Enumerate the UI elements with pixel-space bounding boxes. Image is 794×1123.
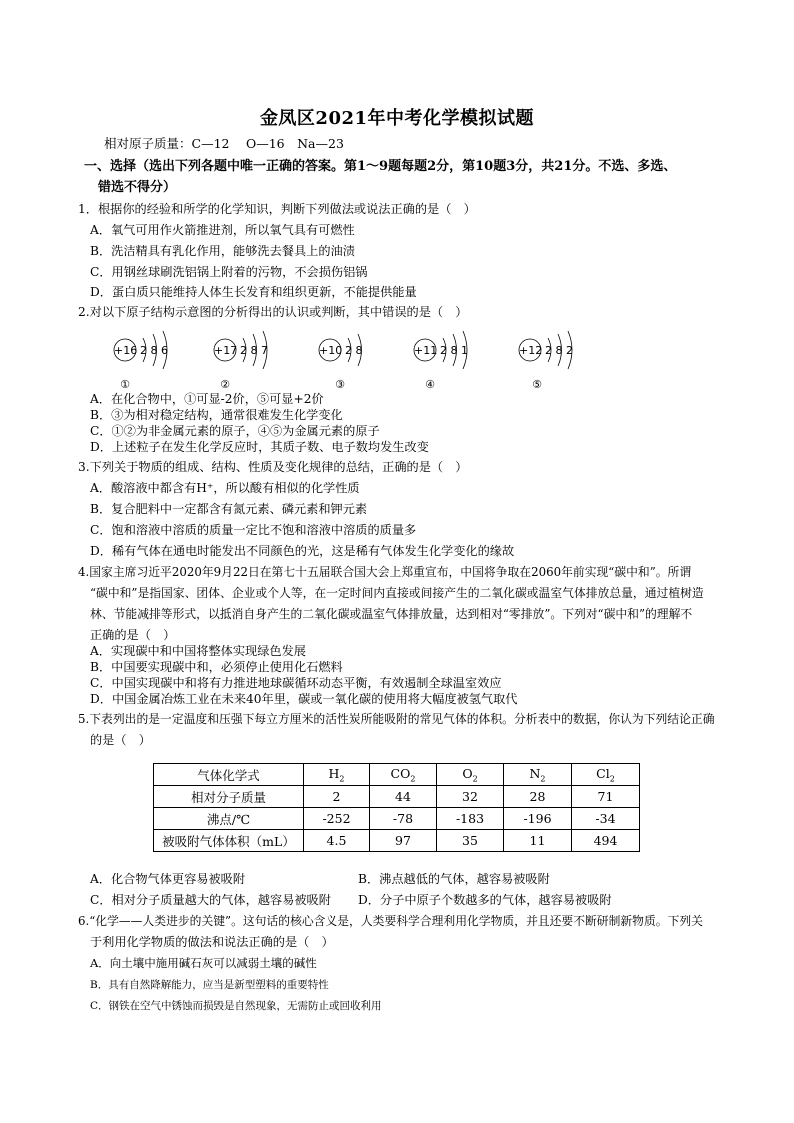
q5-option-d: D．分子中原子个数越多的气体，越容易被吸附 [358, 893, 612, 907]
q1-stem: 1．根据你的经验和所学的化学知识，判断下列做法或说法正确的是（ ） [78, 202, 476, 216]
table-cell: 28 [504, 786, 572, 808]
section-heading [84, 156, 724, 198]
atom-1-label: ① [120, 378, 130, 391]
q4-stem-line3: 林、节能减排等形式，以抵消自身产生的二氧化碳或温室气体排放量，达到相对“零排放”。下列对“碳中和”的理解不 [90, 607, 693, 621]
table-header-row [154, 764, 640, 786]
section-heading-line2: 错选不得分） [98, 180, 177, 195]
q3-option-b: B．复合肥料中一定都含有氮元素、磷元素和钾元素 [90, 502, 368, 516]
q6-stem-line1: 6.“化学——人类进步的关键”。这句话的核心含义是，人类要科学合理利用化学物质，并且还要不断研制新物质。下列关 [78, 914, 703, 928]
table-cell: 4.5 [304, 830, 370, 852]
q3-option-c: C．饱和溶液中溶质的质量一定比不饱和溶液中溶质的质量多 [90, 523, 417, 537]
table-cell: 71 [572, 786, 640, 808]
table-cell: 494 [572, 830, 640, 852]
atom-2-core: +17 [214, 344, 238, 357]
atom-5-label: ⑤ [532, 378, 542, 391]
table-header-cell: 气体化学式 [154, 764, 304, 786]
table-header-cell: $O_2$ [437, 764, 504, 786]
q4-stem-line4: 正确的是（ ） [90, 628, 176, 642]
table-cell: -252 [304, 808, 370, 830]
table-cell: -183 [437, 808, 504, 830]
q4-stem-line1: 4.国家主席习近平2020年9月22日在第七十五届联合国大会上郑重宣布，中国将争取在2060年前实现“碳中和”。所谓 [78, 565, 692, 579]
atomic-structure-diagrams [100, 316, 600, 396]
table-header-cell: $CO_2$ [370, 764, 437, 786]
q2-option-c: C．①②为非金属元素的原子，④⑤为金属元素的原子 [90, 424, 380, 438]
q1-option-c: C．用钢丝球刷洗铝锅上附着的污物，不会损伤铝锅 [90, 265, 368, 279]
q5-stem-line2: 的是（ ） [90, 733, 151, 747]
q5-option-b: B．沸点越低的气体，越容易被吸附 [358, 872, 550, 886]
q4-option-b: B．中国要实现碳中和，必须停止使用化石燃料 [90, 660, 343, 674]
atom-5-core: +12 [519, 344, 543, 357]
atom-2-label: ② [220, 378, 230, 391]
q3-option-a: A．酸溶液中都含有H⁺，所以酸有相似的化学性质 [90, 481, 360, 495]
table-cell: -196 [504, 808, 572, 830]
table-row [154, 786, 640, 808]
atomic-mass-line: 相对原子质量：C—12 O—16 Na—23 [104, 136, 344, 151]
table-cell: 2 [304, 786, 370, 808]
atom-4-label: ④ [425, 378, 435, 391]
table-header-cell: $H_2$ [304, 764, 370, 786]
table-cell: 相对分子质量 [154, 786, 304, 808]
q5-option-c: C．相对分子质量越大的气体，越容易被吸附 [90, 893, 331, 907]
table-row [154, 808, 640, 830]
q6-option-c: C．钢铁在空气中锈蚀而损毁是自然现象，无需防止或回收利用 [90, 1000, 382, 1012]
q1-option-a: A．氧气可用作火箭推进剂，所以氧气具有可燃性 [90, 223, 355, 237]
table-cell: -34 [572, 808, 640, 830]
atom-1-core: +16 [114, 344, 138, 357]
q3-option-d: D．稀有气体在通电时能发出不同颜色的光，这是稀有气体发生化学变化的缘故 [90, 544, 515, 558]
q3-stem: 3.下列关于物质的组成、结构、性质及变化规律的总结，正确的是（ ） [78, 460, 468, 474]
table-cell: -78 [370, 808, 437, 830]
q2-option-a: A．在化合物中，①可显-2价，⑤可显+2价 [90, 392, 324, 406]
gas-adsorption-table [153, 763, 640, 852]
table-cell: 97 [370, 830, 437, 852]
q5-option-a: A．化合物气体更容易被吸附 [90, 872, 246, 886]
atom-4-core: +11 [414, 344, 438, 357]
atom-3-shells: 2 8 [345, 344, 363, 357]
q6-option-b: B．具有自然降解能力，应当是新型塑料的重要特性 [90, 979, 329, 991]
atom-5-shells: 2 8 2 [545, 344, 573, 357]
table-header-cell: $N_2$ [504, 764, 572, 786]
q2-stem: 2.对以下原子结构示意图的分析得出的认识或判断，其中错误的是（ ） [78, 305, 468, 319]
table-cell: 32 [437, 786, 504, 808]
section-heading-line1: 一、选择（选出下列各题中唯一正确的答案。第1～9题每题2分，第10题3分，共21分。不选、多选、 [84, 159, 677, 174]
q1-option-d: D．蛋白质只能维持人体生长发育和组织更新，不能提供能量 [90, 285, 417, 299]
q2-option-b: B．③为相对稳定结构，通常很难发生化学变化 [90, 408, 343, 422]
table-row [154, 830, 640, 852]
q4-option-d: D．中国金属冶炼工业在未来40年里，碳或一氧化碳的使用将大幅度被氢气取代 [90, 692, 518, 706]
table-cell: 被吸附气体体积（mL） [154, 830, 304, 852]
q4-option-c: C．中国实现碳中和将有力推进地球碳循环动态平衡，有效遏制全球温室效应 [90, 676, 502, 690]
exam-title: 金凤区2021年中考化学模拟试题 [259, 108, 535, 129]
table-cell: 35 [437, 830, 504, 852]
atom-4-shells: 2 8 1 [440, 344, 468, 357]
q6-option-a: A．向土壤中施用碱石灰可以减弱土壤的碱性 [90, 956, 317, 970]
q1-option-b: B．洗洁精具有乳化作用，能够洗去餐具上的油渍 [90, 244, 355, 258]
q4-stem-line2: “碳中和”是指国家、团体、企业或个人等，在一定时间内直接或间接产生的二氧化碳或温室气体排放总量，通过植树造 [90, 586, 704, 600]
atom-3-core: +10 [319, 344, 343, 357]
atom-2-shells: 2 8 7 [240, 344, 268, 357]
q6-stem-line2: 于利用化学物质的做法和说法正确的是（ ） [90, 935, 334, 949]
table-cell: 44 [370, 786, 437, 808]
table-cell: 沸点/℃ [154, 808, 304, 830]
q2-option-d: D．上述粒子在发生化学反应时，其质子数、电子数均发生改变 [90, 440, 429, 454]
table-header-cell: $Cl_2$ [572, 764, 640, 786]
q5-stem-line1: 5.下表列出的是一定温度和压强下每立方厘米的活性炭所能吸附的常见气体的体积。分析表中的数据，你认为下列结论正确 [78, 712, 715, 726]
atom-3-label: ③ [335, 378, 345, 391]
atom-1-shells: 2 8 6 [140, 344, 168, 357]
q4-option-a: A．实现碳中和中国将整体实现绿色发展 [90, 644, 306, 658]
table-cell: 11 [504, 830, 572, 852]
